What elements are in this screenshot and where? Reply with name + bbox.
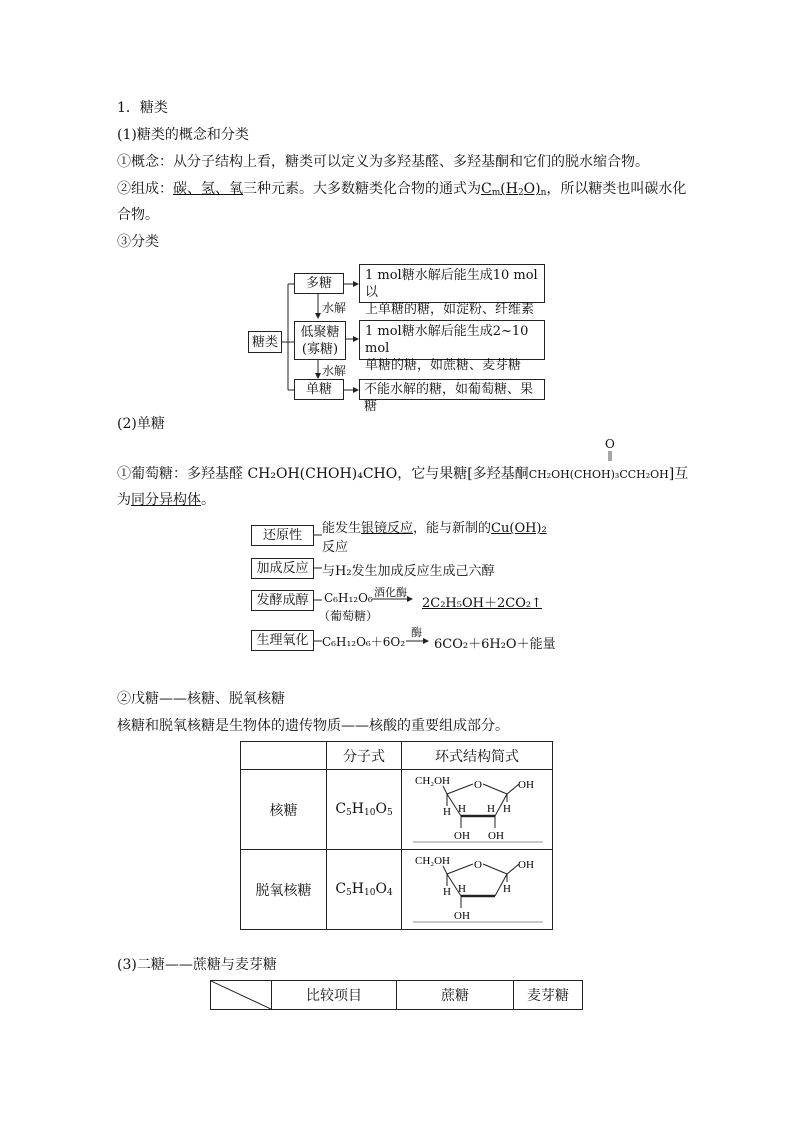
oxidation-product: 6CO₂＋6H₂O＋能量 [434,637,556,652]
reducibility-label: 还原性 [262,528,302,543]
section-title: 1．糖类 [117,100,168,116]
svg-text:H: H [443,885,451,898]
classify-label: ③分类 [117,234,159,250]
ribose-ring-structure [407,772,547,844]
svg-text:CH₂OH: CH₂OH [415,774,451,787]
hydrolysis-label-2: 水解 [322,364,347,378]
header-blank [241,742,327,770]
svg-text:H: H [503,882,511,895]
polysaccharide-desc-line2: 上单糖的糖，如淀粉、纤维素 [365,302,535,317]
monosaccharide-label: 单糖 [305,382,332,397]
oxidation-reactant: C₆H₁₂O₆＋6O₂ [322,635,406,649]
hydrolysis-label-1: 水解 [322,301,347,315]
reducibility-box [251,525,314,546]
svg-text:OH: OH [518,778,534,791]
isomer-term: 同分异构体 [131,492,201,508]
addition-text: 与H₂发生加成反应生成己六醇 [322,564,495,579]
composition-label: ②组成： [117,181,173,197]
svg-text:OH: OH [454,829,470,842]
header-sucrose: 蔗糖 [397,981,514,1010]
header-maltose: 麦芽糖 [514,981,583,1010]
reducibility-text-a: 能发生 [322,521,362,536]
pentose-title: ②戊糖——核糖、脱氧核糖 [117,691,285,707]
diagram-root-box [248,331,282,353]
fermentation-box [251,590,314,611]
glucose-desc: ①葡萄糖：多羟基醛 CH₂OH(CHOH)₄CHO，它与果糖[多羟基酮 [117,466,529,482]
subsection-monosaccharide: (2)单糖 [117,416,165,432]
oligosaccharide-desc-line1: 1 mol糖水解后能生成2~10 mol [365,324,529,356]
ribose-name: 核糖 [241,770,327,850]
disaccharide-table-header [211,981,583,1010]
diagonal-cell [211,981,272,1010]
svg-text:H: H [487,802,495,815]
deoxyribose-ring-structure [407,852,547,924]
composition-end: ，所以糖类也叫碳水化 [546,181,687,197]
diagram-root-label: 糖类 [251,334,278,350]
fermentation-product: 2C₂H₅OH＋2CO₂↑ [422,596,542,611]
oligosaccharide-alias: (寡糖) [301,341,339,357]
fermentation-reactant-name: （葡萄糖） [318,609,379,623]
isomer-prefix: 为 [117,492,131,508]
svg-text:OH: OH [518,858,534,871]
svg-text:O: O [474,778,482,791]
reducibility-text [322,517,547,536]
oligosaccharide-desc [359,320,545,373]
pentose-table [240,741,553,930]
oxidation-label: 生理氧化 [256,633,309,648]
diagonal-line [211,981,271,1009]
table-row [241,770,553,850]
header-formula: 分子式 [327,742,402,770]
subsection-disaccharide: (3)二糖——蔗糖与麦芽糖 [117,957,277,973]
oligosaccharide-desc-line2: 单糖的糖，如蔗糖、麦芽糖 [365,358,522,373]
oligosaccharide-label: 低聚糖 [300,324,340,340]
ketone-double-bond [608,451,612,461]
polysaccharide-desc-line1: 1 mol糖水解后能生成10 mol以 [365,268,538,300]
polysaccharide-desc [359,264,545,317]
svg-text:H: H [503,802,511,815]
ribose-structure-cell [402,770,553,850]
composition-mid: 三种元素。大多数糖类化合物的通式为 [243,181,481,197]
svg-text:H: H [458,802,466,815]
pentose-table-header [241,742,553,770]
deoxyribose-formula: $C_5H_{10}O_4$ [327,850,402,930]
monosaccharide-desc-text: 不能水解的糖，如葡萄糖、果糖 [364,382,534,414]
deoxyribose-structure-cell [402,850,553,930]
addition-label: 加成反应 [256,561,309,576]
monosaccharide-box [294,379,344,400]
composition-text-cont: 合物。 [117,207,159,223]
silver-mirror: 银镜反应 [361,521,414,536]
pentose-desc: 核糖和脱氧核糖是生物体的遗传物质——核酸的重要组成部分。 [117,718,509,734]
glucose-desc-end: ]互 [668,466,689,482]
fructose-formula: CH₂OH(CHOH)₃CCH₂OH [528,468,669,481]
svg-text:H: H [443,805,451,818]
disaccharide-table [210,980,583,1010]
fermentation-catalyst: 酒化酶 [374,586,407,599]
reducibility-text-c: 反应 [322,540,349,555]
reducibility-text-b: ，能与新制的 [413,521,492,536]
monosaccharide-desc [359,379,545,414]
oligosaccharide-box [294,321,346,360]
header-structure: 环式结构简式 [402,742,553,770]
addition-box [251,558,314,579]
isomer-suffix: 。 [201,492,215,508]
oxidation-box [251,630,314,651]
header-compare: 比较项目 [272,981,397,1010]
concept-text: ①概念：从分子结构上看，糖类可以定义为多羟基醛、多羟基酮和它们的脱水缩合物。 [117,154,649,170]
table-row [241,850,553,930]
svg-text:OH: OH [454,909,470,922]
svg-text:CH₂OH: CH₂OH [415,854,451,867]
deoxyribose-name: 脱氧核糖 [241,850,327,930]
general-formula: $C_m(H_2O)_n$ [481,181,547,198]
svg-text:OH: OH [488,829,504,842]
polysaccharide-label: 多糖 [305,276,332,291]
svg-text:O: O [474,858,482,871]
ketone-oxygen: O [605,437,615,451]
ribose-formula: $C_5H_{10}O_5$ [327,770,402,850]
polysaccharide-box [294,273,344,294]
composition-elements: 碳、氢、氧 [173,181,243,197]
fermentation-label: 发酵成醇 [256,593,309,608]
copper-hydroxide: Cu(OH)₂ [491,521,547,536]
svg-text:H: H [458,882,466,895]
oxidation-catalyst: 酶 [411,626,422,639]
glucose-text [117,464,688,485]
subsection-title: (1)糖类的概念和分类 [117,127,249,143]
fermentation-reactant: C₆H₁₂O₆ [324,591,373,605]
